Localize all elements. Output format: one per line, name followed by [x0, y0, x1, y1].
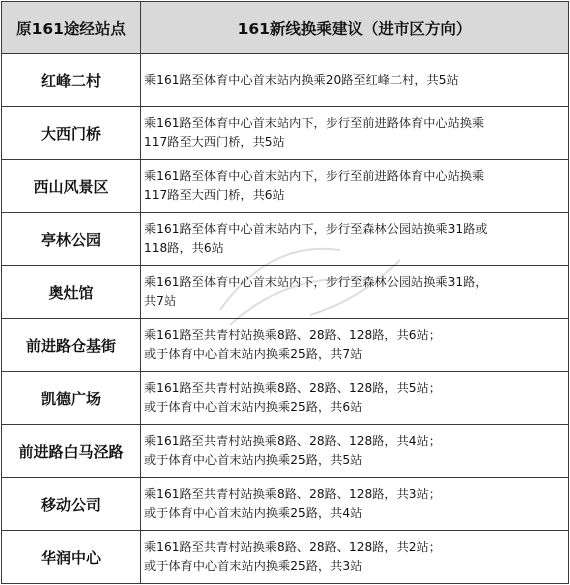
advice-line: 乘161路至体育中心首末站内下，步行至森林公园站换乘31路或 — [144, 222, 488, 236]
transfer-advice — [141, 160, 569, 213]
advice-line: 乘161路至共青村站换乘8路、28路、128路，共3站； — [144, 487, 441, 501]
table-row — [2, 266, 569, 319]
table-row — [2, 160, 569, 213]
station-name: 凯德广场 — [2, 372, 141, 425]
transfer-advice — [141, 425, 569, 478]
station-name: 大西门桥 — [2, 107, 141, 160]
station-name: 西山风景区 — [2, 160, 141, 213]
advice-line: 乘161路至体育中心首末站内下，步行至前进路体育中心站换乘 — [144, 116, 485, 130]
advice-line: 共7站 — [144, 294, 177, 308]
table-row — [2, 213, 569, 266]
table-row — [2, 319, 569, 372]
advice-line: 或于体育中心首末站内换乘25路，共7站 — [144, 347, 363, 361]
station-name: 红峰二村 — [2, 54, 141, 107]
header-station-column: 原161途经站点 — [2, 2, 141, 54]
advice-line: 乘161路至体育中心首末站内下，步行至森林公园站换乘31路， — [144, 275, 488, 289]
station-name: 前进路白马泾路 — [2, 425, 141, 478]
advice-line: 乘161路至体育中心首末站内换乘20路至红峰二村，共5站 — [144, 72, 459, 87]
table-row — [2, 425, 569, 478]
station-name: 华润中心 — [2, 531, 141, 584]
advice-line: 117路至大西门桥，共5站 — [144, 135, 285, 149]
transfer-advice — [141, 319, 569, 372]
table-row — [2, 531, 569, 584]
transfer-advice — [141, 107, 569, 160]
advice-line: 乘161路至共青村站换乘8路、28路、128路，共4站； — [144, 434, 441, 448]
station-name: 奥灶馆 — [2, 266, 141, 319]
transfer-advice — [141, 531, 569, 584]
advice-line: 乘161路至共青村站换乘8路、28路、128路，共5站； — [144, 381, 441, 395]
station-name: 移动公司 — [2, 478, 141, 531]
advice-line: 或于体育中心首末站内换乘25路，共6站 — [144, 400, 363, 414]
transfer-advice — [141, 372, 569, 425]
advice-line: 或于体育中心首末站内换乘25路，共4站 — [144, 506, 363, 520]
advice-line: 乘161路至体育中心首末站内下，步行至前进路体育中心站换乘 — [144, 169, 485, 183]
advice-line: 乘161路至共青村站换乘8路、28路、128路，共6站； — [144, 328, 441, 342]
transfer-advice — [141, 54, 569, 107]
advice-line: 117路至大西门桥，共6站 — [144, 188, 285, 202]
transfer-table — [1, 1, 569, 584]
header-advice-column: 161新线换乘建议（进市区方向） — [141, 2, 569, 54]
table-row — [2, 372, 569, 425]
advice-line: 118路，共6站 — [144, 241, 224, 255]
advice-line: 或于体育中心首末站内换乘25路，共3站 — [144, 559, 363, 573]
table-row — [2, 54, 569, 107]
advice-line: 乘161路至共青村站换乘8路、28路、128路，共2站； — [144, 540, 441, 554]
table-row — [2, 478, 569, 531]
transfer-advice — [141, 266, 569, 319]
advice-line: 或于体育中心首末站内换乘25路，共5站 — [144, 453, 363, 467]
table-row — [2, 107, 569, 160]
header-row — [2, 2, 569, 54]
transfer-advice — [141, 213, 569, 266]
transfer-advice — [141, 478, 569, 531]
station-name: 前进路仓基街 — [2, 319, 141, 372]
station-name: 亭林公园 — [2, 213, 141, 266]
